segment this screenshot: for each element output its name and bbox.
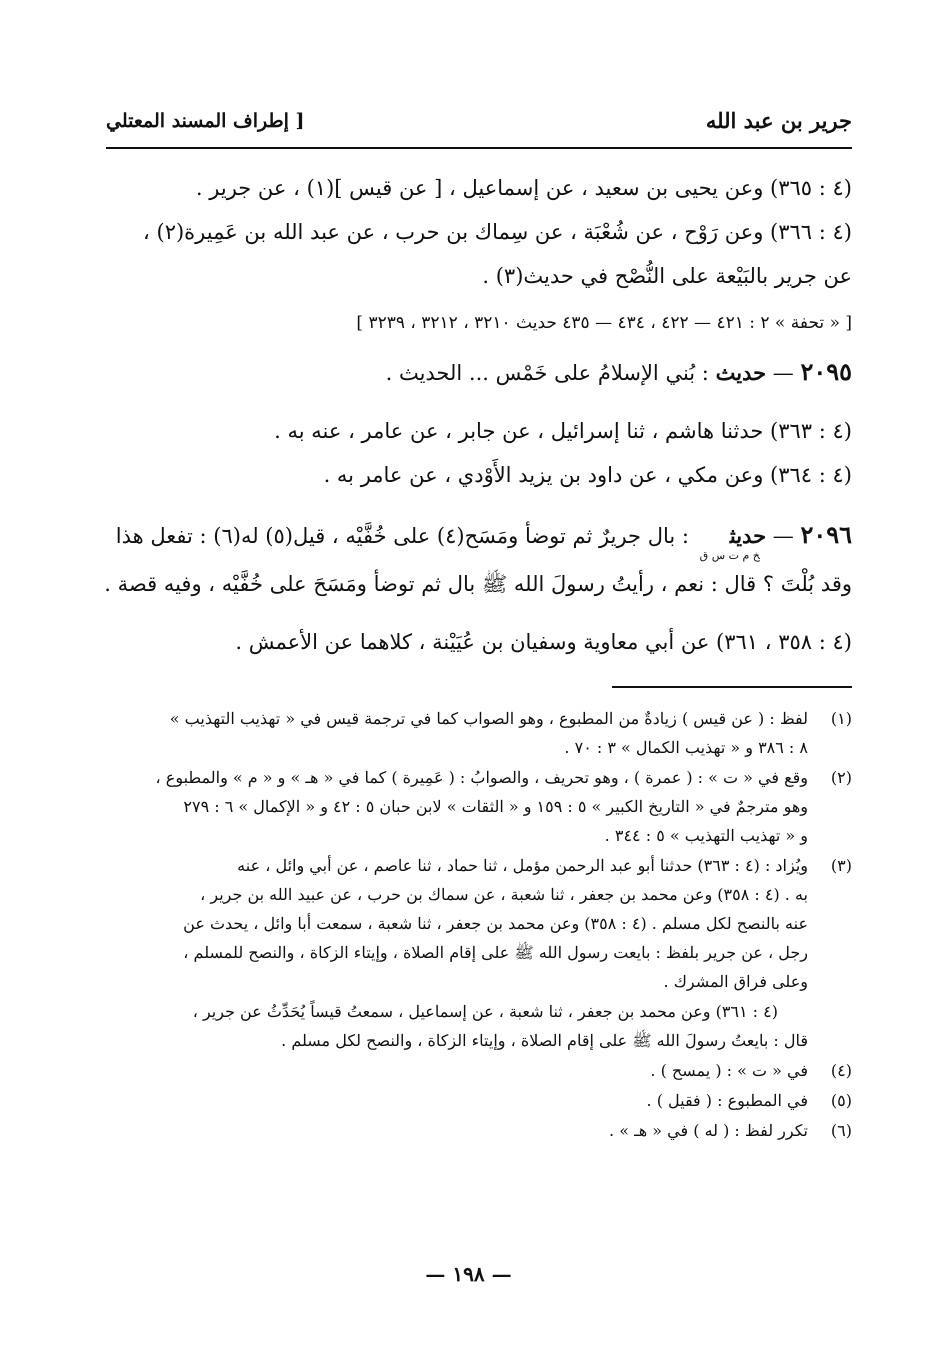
footnote-line: وهو مترجمٌ في « التاريخ الكبير » ٥ : ١٥٩ و « الثقات » لابن حبان ٥ : ٤٢ و « الإكمال » ٦ : ٢٧٩ — [183, 797, 808, 816]
page-number: — ١٩٨ — — [425, 1262, 512, 1286]
footnote-line: تكرر لفظ : ( له ) في « هـ » . — [609, 1121, 808, 1140]
running-header — [106, 108, 852, 144]
header-right-title: جرير بن عبد الله — [705, 108, 852, 133]
hadith-number: ٢٠٩٥ — [800, 357, 852, 386]
footnote-number: (٤) — [830, 1061, 852, 1080]
footnote-text — [106, 997, 808, 1055]
hadith-number: ٢٠٩٦ — [800, 520, 852, 549]
footnote-text — [106, 704, 808, 762]
footnote-line: عنه بالنصح لكل مسلم . (٤ : ٣٥٨) وعن محمد بن جعفر ، ثنا شعبة ، سمعت أبا وائل ، يحدث عن — [183, 914, 808, 933]
footnote-line: وقع في « ت » : ( عمرة ) ، وهو تحريف ، والصوابُ : ( عَمِيرة ) كما في « هـ » و « م » والمطبوع ، — [155, 768, 808, 787]
footnote — [106, 1116, 852, 1145]
text-line: وقد بُلْتَ ؟ قال : نعم ، رأيتُ رسولَ الله ﷺ بال ثم توضأ ومَسَحَ على خُفَّيْه ، وفيه قصة . — [104, 572, 852, 596]
hadith-word: حديث — [729, 523, 767, 548]
header-left-title: [ إطراف المسند المعتلي — [106, 110, 305, 132]
footnote — [106, 704, 852, 762]
text-line: عن جرير بالبَيْعة على النُّصْح في حديث(٣) . — [482, 264, 852, 288]
footnote-text — [106, 1086, 808, 1115]
footnote — [106, 1086, 852, 1115]
footnotes — [106, 704, 852, 1146]
footnote-line: ويُزاد : (٤ : ٣٦٣) حدثنا أبو عبد الرحمن مؤمل ، ثنا حماد ، ثنا عاصم ، عن أبي وائل ، عنه — [237, 856, 808, 875]
footnote-number: (٣) — [830, 856, 852, 875]
footnote-line: (٤ : ٣٦١) وعن محمد بن جعفر ، ثنا شعبة ، عن إسماعيل ، سمعتُ قيساً يُحَدِّثُ عن جرير ، — [192, 1002, 778, 1021]
source-sigla: خ م ت س ق — [699, 549, 760, 562]
text-line: (٤ : ٣٦٣) حدثنا هاشم ، ثنا إسرائيل ، عن جابر ، عن عامر ، عنه به . — [274, 419, 852, 443]
footnote-line: وعلى فراق المشرك . — [663, 972, 808, 991]
footnote — [106, 1056, 852, 1085]
hadith-dash: — — [772, 524, 794, 548]
hadith-text: : بُني الإسلامُ على خَمْس ... الحديث . — [385, 361, 709, 385]
hadith-2096-heading — [106, 513, 852, 562]
footnote-text — [106, 763, 808, 850]
footnote-number: (٢) — [830, 768, 852, 787]
tuhfa-reference: [ « تحفة » ٢ : ٤٢١ — ٤٢٢ ، ٤٣٤ — ٤٣٥ حديث ٣٢١٠ ، ٣٢١٢ ، ٣٢٣٩ ] — [356, 313, 852, 333]
footnote-line: رجل ، عن جرير بلفظ : بايعت رسول الله ﷺ على إقام الصلاة ، وإيتاء الزكاة ، والنصح للمسلم ، — [183, 943, 808, 962]
footnote-continuation — [106, 997, 852, 1055]
footnote — [106, 851, 852, 996]
footnote-text — [106, 1116, 808, 1145]
text-line: (٤ : ٣٥٨ ، ٣٦١) عن أبي معاوية وسفيان بن عُيَيْنة ، كلاهما عن الأعمش . — [235, 630, 852, 654]
hadith-2095-heading — [106, 350, 852, 395]
footnote-line: ٨ : ٣٨٦ و « تهذيب الكمال » ٣ : ٧٠ . — [564, 738, 808, 757]
footnote-line: قال : بايعتُ رسولَ الله ﷺ على إقام الصلاة ، وإيتاء الزكاة ، والنصح لكل مسلم . — [281, 1031, 808, 1050]
footnote-line: في المطبوع : ( فقيل ) . — [646, 1091, 808, 1110]
hadith-dash: — — [772, 361, 794, 385]
footnote-line: لفظ : ( عن قيس ) زيادةٌ من المطبوع ، وهو الصواب كما في ترجمة قيس في « تهذيب التهذيب » — [169, 709, 808, 728]
footnote-text — [106, 1056, 808, 1085]
hadith-word: حديث — [715, 360, 767, 385]
footnote-number: (٥) — [830, 1091, 852, 1110]
main-text — [106, 166, 852, 664]
footnote-text — [106, 851, 808, 996]
hadith-text: : بال جريرٌ ثم توضأ ومَسَح(٤) على خُفَّيْه ، قيل(٥) له(٦) : تفعل هذا — [115, 524, 689, 548]
footnote — [106, 763, 852, 850]
text-line: (٤ : ٣٦٦) وعن رَوْح ، عن شُعْبَة ، عن سِماك بن حرب ، عن عبد الله بن عَمِيرة(٢) ، — [143, 220, 852, 244]
footnote-number: (٦) — [830, 1121, 852, 1140]
footnote-number: (١) — [830, 709, 852, 728]
footnote-line: به . (٤ : ٣٥٨) وعن محمد بن جعفر ، ثنا شعبة ، عن سماك بن حرب ، عن عبيد الله بن جرير ، — [200, 885, 808, 904]
footnote-line: و « تهذيب التهذيب » ٥ : ٣٤٤ . — [604, 826, 808, 845]
footnote-rule — [612, 686, 852, 688]
header-rule — [106, 147, 852, 149]
text-line: (٤ : ٣٦٤) وعن مكي ، عن داود بن يزيد الأَوْدي ، عن عامر به . — [323, 463, 852, 487]
text-line: (٤ : ٣٦٥) وعن يحيى بن سعيد ، عن إسماعيل ، [ عن قيس ](١) ، عن جرير . — [195, 176, 852, 200]
footnote-line: في « ت » : ( يمسح ) . — [650, 1061, 808, 1080]
